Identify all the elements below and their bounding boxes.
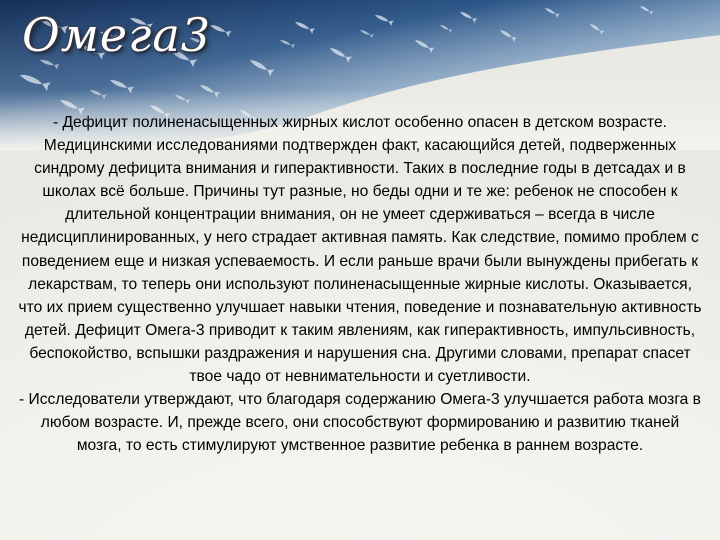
slide-title: Омега3 — [22, 8, 212, 62]
slide-body — [18, 111, 702, 457]
paragraph-omega3-deficit: - Дефицит полиненасыщенных жирных кислот особенно опасен в детском возрасте. Медицинскими исследованиями подтвержден факт, касающийся детей, подверженных синдрому дефицита внимания и гиперактивности. Таких в последние годы в детсадах и в школах всё больше. Причины тут разные, но беды одни и те же: ребенок не способен к длительной концентрации внимания, он не умеет сдерживаться – всегда в числе недисциплинированных, у него страдает активная память. Как следствие, помимо проблем с поведением еще и низкая успеваемость. И если раньше врачи были вынуждены прибегать к лекарствам, то теперь они используют полиненасыщенные жирные кислоты. Оказывается, что их прием существенно улучшает навыки чтения, поведение и познавательную активность детей. Дефицит Омега-3 приводит к таким явлениям, как гиперактивность, импульсивность, беспокойство, вспышки раздражения и нарушения сна. Другими словами, препарат спасет твое чадо от невнимательности и суетливости. — [18, 114, 702, 386]
paragraph-brain-development: - Исследователи утверждают, что благодаря содержанию Омега-3 улучшается работа мозга в любом возрасте. И, прежде всего, они способствуют формированию и развитию тканей мозга, то есть стимулируют умственное развитие ребенка в раннем возрасте. — [19, 391, 701, 455]
